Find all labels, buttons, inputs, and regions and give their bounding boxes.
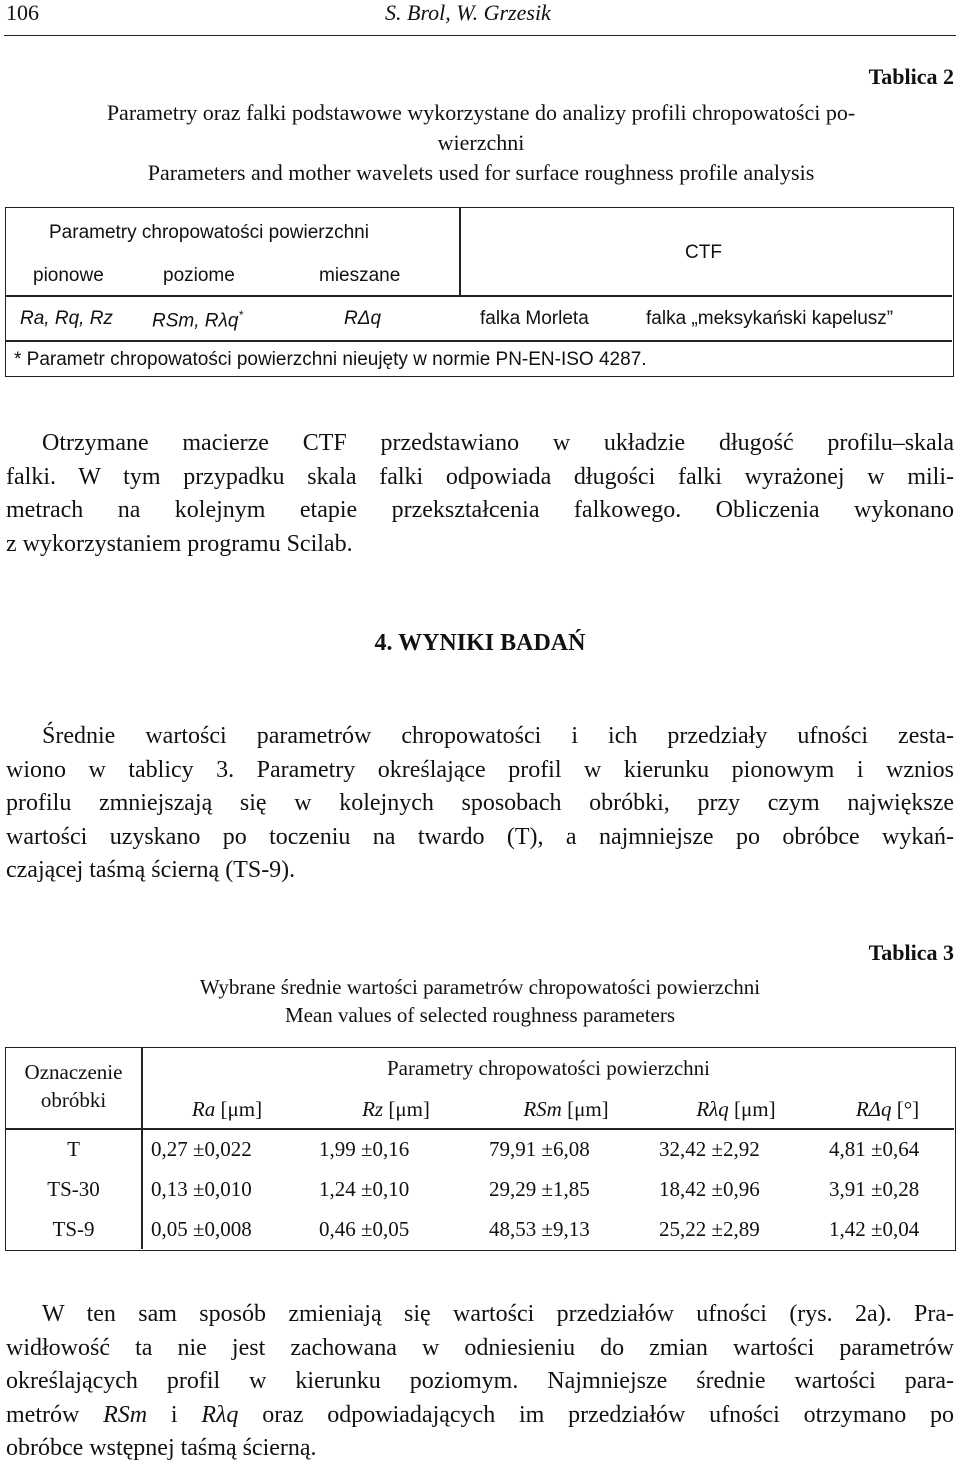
table3-caption-pl: Wybrane średnie wartości parametrów chropowatości powierzchni xyxy=(199,975,761,999)
text-line: widłowość ta nie jest zachowana w odniesieniu do zmian wartości parametrów xyxy=(6,1334,954,1361)
table3-col-symbol: Rλq xyxy=(696,1097,729,1121)
table3-group-header: Parametry chropowatości powierzchni xyxy=(386,1056,711,1080)
table2-rule xyxy=(459,208,461,295)
table3-col-header xyxy=(651,1097,821,1122)
table2-val-mixed: RΔq xyxy=(344,308,382,329)
table3-cell: 0,13 ±0,010 xyxy=(151,1177,252,1201)
table3-col-symbol: Rz xyxy=(362,1097,384,1121)
table3-cell: 29,29 ±1,85 xyxy=(489,1177,590,1201)
table3-col-header xyxy=(311,1097,481,1122)
page-number: 106 xyxy=(6,0,39,25)
table3-col-symbol: RSm xyxy=(523,1097,562,1121)
table3-cell: 1,24 ±0,10 xyxy=(319,1177,410,1201)
table3-cell: 0,46 ±0,05 xyxy=(319,1217,410,1241)
table2-col-vertical: pionowe xyxy=(33,265,104,286)
table2-val-morlet: falka Morleta xyxy=(480,308,589,329)
section-heading: 4. WYNIKI BADAŃ xyxy=(374,630,586,656)
table3-cell: 0,27 ±0,022 xyxy=(151,1137,252,1161)
paragraph-2 xyxy=(6,720,954,888)
text-line: wartości uzyskano po toczeniu na twardo (T), a najmniejsze po obróbce wykań- xyxy=(6,823,954,850)
table2-col-horizontal: poziome xyxy=(163,265,235,286)
table2-val-mexhat: falka „meksykański kapelusz” xyxy=(646,308,894,329)
table2-footnote: * Parametr chropowatości powierzchni nieujęty w normie PN-EN-ISO 4287. xyxy=(14,349,647,370)
table3-rule xyxy=(6,1128,954,1130)
text-line: Średnie wartości parametrów chropowatości i ich przedziały ufności zesta- xyxy=(42,723,954,749)
table3-cell: 79,91 ±6,08 xyxy=(489,1137,590,1161)
inline-symbol: RSm xyxy=(103,1401,148,1428)
table2-caption-en: Parameters and mother wavelets used for surface roughness profile analysis xyxy=(147,160,815,185)
inline-symbol: Rλq xyxy=(201,1401,239,1428)
table3-col-header xyxy=(821,1097,954,1122)
table3 xyxy=(5,1047,956,1251)
table3-row-header-line1: Oznaczenie xyxy=(24,1060,123,1084)
table2-caption-pl xyxy=(6,98,956,158)
paragraph-3 xyxy=(6,1298,954,1466)
table3-cell: 18,42 ±0,96 xyxy=(659,1177,760,1201)
table3-cell: 1,99 ±0,16 xyxy=(319,1137,410,1161)
table2-group-header: Parametry chropowatości powierzchni xyxy=(49,222,369,243)
table2-col-ctf: CTF xyxy=(685,242,722,263)
table3-cell: 1,42 ±0,04 xyxy=(829,1217,920,1241)
paragraph-1 xyxy=(6,427,954,561)
table3-cell: 3,91 ±0,28 xyxy=(829,1177,920,1201)
text-line: wiono w tablicy 3. Parametry określające profil w kierunku pionowym i wznios xyxy=(6,756,954,783)
table3-col-unit: [μm] xyxy=(561,1097,609,1121)
table3-cell: 48,53 ±9,13 xyxy=(489,1217,590,1241)
table3-label: Tablica 3 xyxy=(868,940,954,965)
table3-caption-en: Mean values of selected roughness parameters xyxy=(284,1003,676,1027)
table2-val-horizontal: RSm, Rλq* xyxy=(152,308,244,332)
text-line: W ten sam sposób zmieniają się wartości przedziałów ufności (rys. 2a). Pra- xyxy=(42,1301,954,1327)
table3-col-unit: [°] xyxy=(891,1097,920,1121)
text-line: obróbce wstępnej taśmą ścierną. xyxy=(6,1435,317,1461)
table3-col-symbol: RΔq xyxy=(855,1097,892,1121)
table3-cell: 32,42 ±2,92 xyxy=(659,1137,760,1161)
table3-cell: 0,05 ±0,008 xyxy=(151,1217,252,1241)
text-line: z wykorzystaniem programu Scilab. xyxy=(6,530,353,557)
table3-row-label: TS-9 xyxy=(52,1217,95,1241)
table2-col-mixed: mieszane xyxy=(319,265,401,286)
table3-col-symbol: Ra xyxy=(191,1097,216,1121)
running-head-authors: S. Brol, W. Grzesik xyxy=(385,0,551,25)
table3-row-label: TS-30 xyxy=(47,1177,100,1201)
table3-col-header xyxy=(143,1097,311,1122)
table3-col-unit: [μm] xyxy=(728,1097,776,1121)
table3-row-label: T xyxy=(67,1137,80,1161)
text-line: metrach na kolejnym etapie przekształcenia falkowego. Obliczenia wykonano xyxy=(6,497,954,523)
table2-label: Tablica 2 xyxy=(868,64,954,89)
header-rule xyxy=(4,35,956,36)
table2-caption-pl-line1: Parametry oraz falki podstawowe wykorzystane do analizy profili chropowatości po- xyxy=(106,100,856,125)
text-line: określających profil w kierunku poziomym. Najmniejsze średnie wartości para- xyxy=(6,1368,954,1394)
table3-col-unit: [μm] xyxy=(383,1097,430,1121)
text-line: profilu zmniejszają się w kolejnych sposobach obróbki, przy czym największe xyxy=(6,790,954,816)
table2-rule xyxy=(6,340,952,342)
text-line: metrów RSm i Rλq oraz odpowiadających im przedziałów ufności otrzymano po xyxy=(6,1401,955,1428)
table3-row-header-line2: obróbki xyxy=(40,1088,107,1112)
table3-col-unit: [μm] xyxy=(215,1097,263,1121)
table3-col-header xyxy=(481,1097,651,1122)
table2-rule xyxy=(6,295,952,297)
text-line: czającej taśmą ścierną (TS-9). xyxy=(6,857,296,883)
table2-caption-pl-line2: wierzchni xyxy=(437,130,525,155)
table2-val-vertical: Ra, Rq, Rz xyxy=(20,308,113,329)
table3-row-header xyxy=(6,1058,141,1114)
text-line: Otrzymane macierze CTF przedstawiano w układzie długość profilu–skala xyxy=(42,430,954,456)
table3-cell: 4,81 ±0,64 xyxy=(829,1137,920,1161)
text-line: falki. W tym przypadku skala falki odpowiada długości falki wyrażonej w mili- xyxy=(6,463,954,490)
table3-cell: 25,22 ±2,89 xyxy=(659,1217,760,1241)
table2 xyxy=(5,207,954,377)
